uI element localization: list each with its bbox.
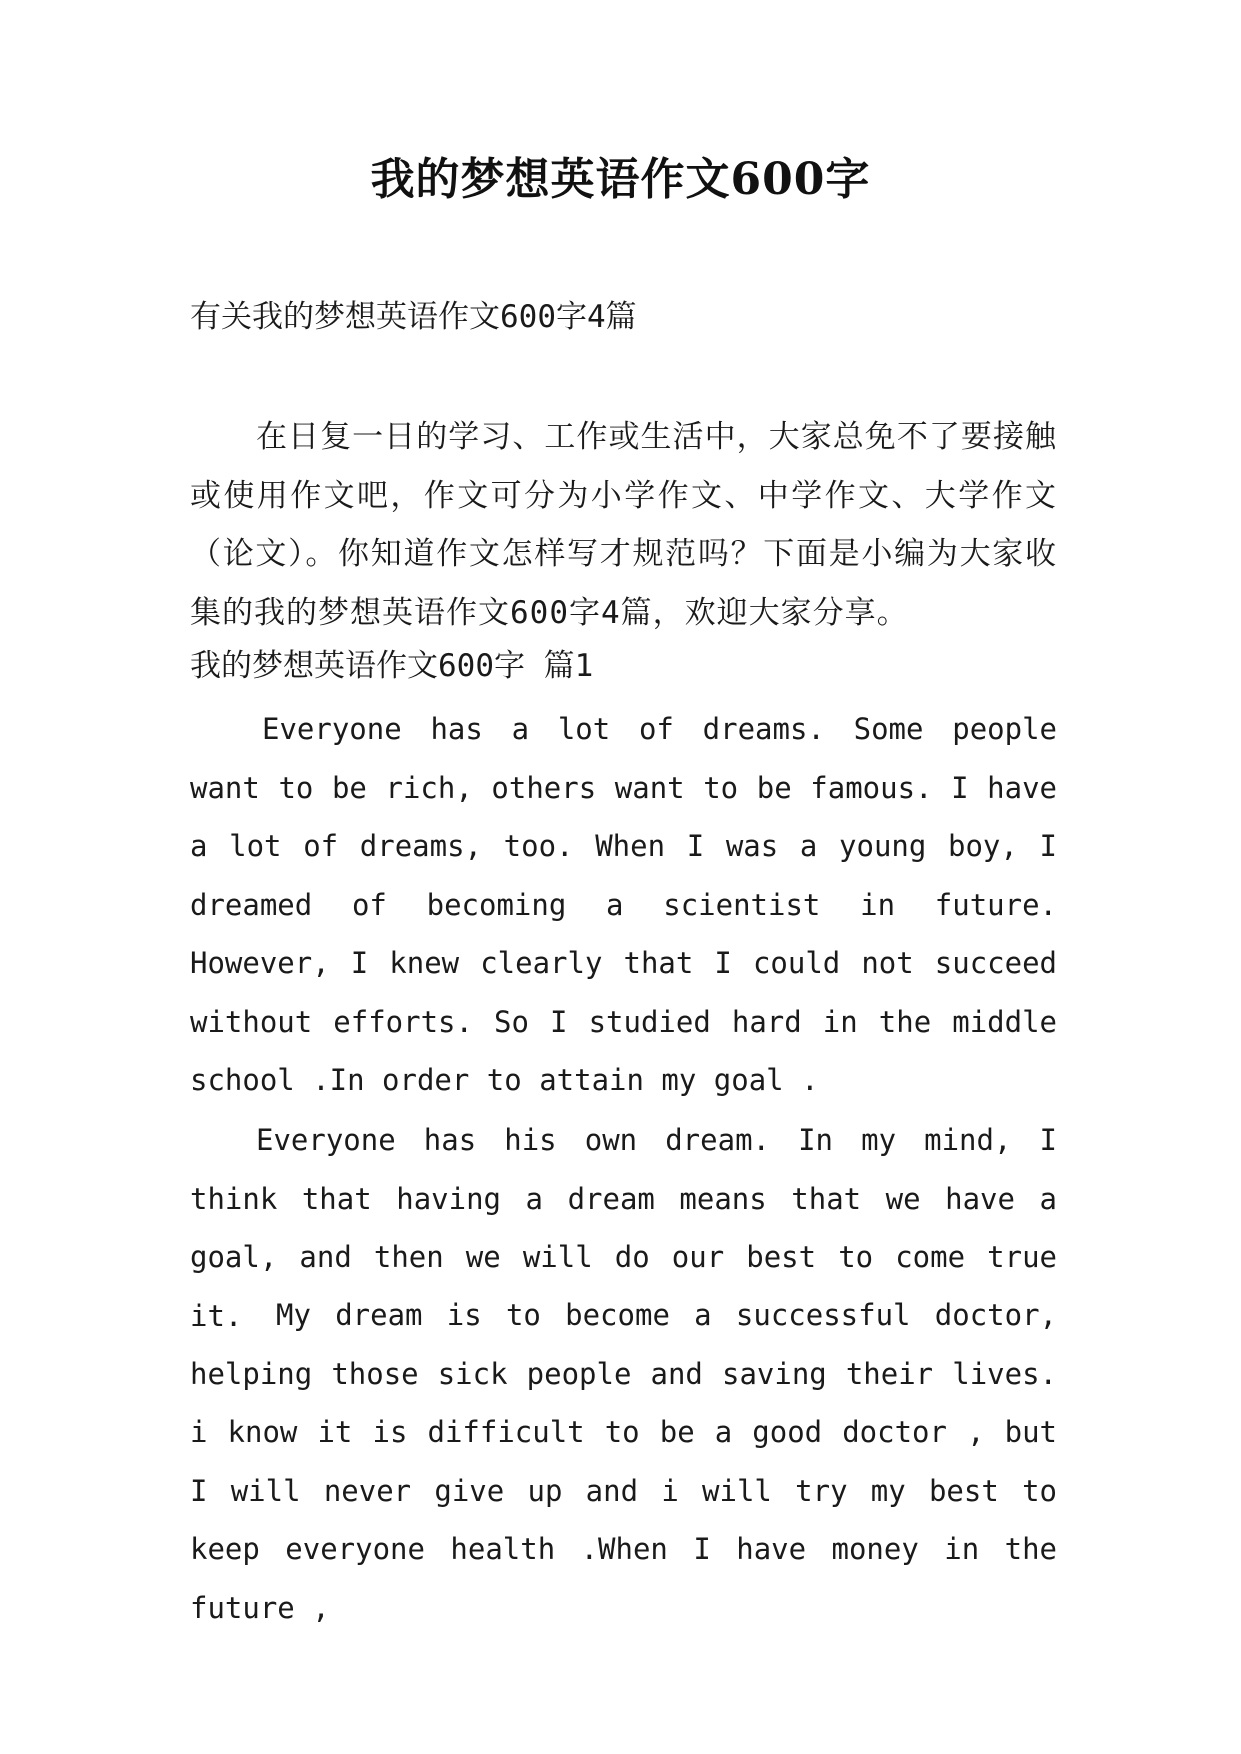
body-paragraph: My dream is to become a successful doctor, helping those sick people and saving their lives. i know it is difficult to be a good doctor , but I will never give up and i will try my best to keep everyone health .When I have money in the future , bbox=[190, 1298, 1057, 1625]
document-subtitle: 有关我的梦想英语作文600字4篇 bbox=[190, 299, 637, 335]
document-title: 我的梦想英语作文600字 bbox=[370, 154, 871, 205]
body-paragraph: Everyone has his own dream. In my mind, I think that having a dream means that we have a goal, and then we will do our best to come true it. bbox=[190, 1123, 1057, 1333]
section-heading: 我的梦想英语作文600字 篇1 bbox=[190, 648, 594, 684]
intro-paragraph: 在日复一日的学习、工作或生活中，大家总免不了要接触或使用作文吧，作文可分为小学作文、中学作文、大学作文（论文）。你知道作文怎样写才规范吗？下面是小编为大家收集的我的梦想英语作文600字4篇，欢迎大家分享。 bbox=[190, 419, 1057, 631]
body-paragraph: Everyone has a lot of dreams. Some people want to be rich, others want to be famous. I have a lot of dreams, too. When I was a young boy, I dreamed of becoming a scientist in future. However, I knew clearly that I could not succeed without efforts. So I studied hard in the middle school .In order to attain my goal . bbox=[190, 712, 1057, 1097]
